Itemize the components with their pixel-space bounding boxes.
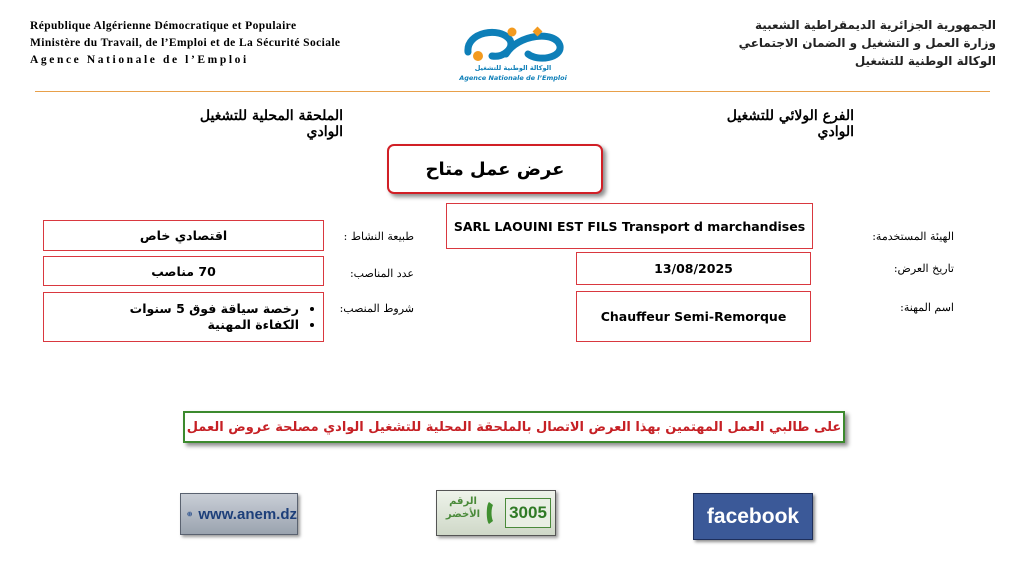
- anem-website-button[interactable]: [180, 493, 298, 535]
- green-number: 3005: [505, 498, 551, 528]
- green-number-button[interactable]: [436, 490, 556, 536]
- contact-notice: على طالبي العمل المهتمين بهذا العرض الاتصال بالملحقة المحلية للتشغيل الوادي مصلحة عروض العمل: [183, 411, 845, 443]
- positions-value: 70 مناصب: [43, 256, 324, 286]
- header-fr-line-2: Ministère du Travail, de l’Emploi et de La Sécurité Sociale: [30, 37, 341, 49]
- local-annex: الملحقة المحلية للتشغيل الوادي: [199, 108, 343, 140]
- header-ar-line-1: الجمهورية الجزائرية الديمقراطية الشعبية: [754, 18, 996, 32]
- condition-item: • رخصة سياقة فوق 5 سنوات: [130, 301, 299, 317]
- header-ar-line-3: الوكالة الوطنية للتشغيل: [854, 54, 996, 68]
- job-title-value: Chauffeur Semi-Remorque: [576, 291, 811, 342]
- activity-label: طبيعة النشاط :: [343, 230, 414, 243]
- website-text: www.anem.dz: [198, 505, 297, 523]
- activity-value: اقتصادي خاص: [43, 220, 324, 251]
- logo-french-caption: Agence Nationale de l’Emploi: [459, 74, 567, 82]
- phone-icon: [485, 499, 503, 527]
- condition-item: • الكفاءة المهنية: [130, 317, 299, 333]
- employer-value: SARL LAOUINI EST FILS Transport d marchandises: [446, 203, 813, 249]
- globe-icon: [187, 501, 192, 527]
- offer-date-label: تاريخ العرض:: [893, 262, 954, 275]
- header-fr-line-1: République Algérienne Démocratique et Populaire: [30, 20, 297, 32]
- conditions-label: شروط المنصب:: [339, 302, 414, 315]
- page-title: عرض عمل متاح: [387, 144, 603, 194]
- header-ar-line-2: وزارة العمل و التشغيل و الضمان الاجتماعي: [738, 36, 996, 50]
- facebook-text: facebook: [706, 504, 800, 528]
- header-french: [30, 18, 340, 69]
- regional-branch: الفرع الولائي للتشغيل الوادي: [726, 108, 854, 140]
- green-number-label-1: الرقم: [449, 496, 477, 507]
- positions-label: عدد المناصب:: [349, 267, 414, 280]
- header-arabic: [596, 16, 996, 70]
- green-number-caption: [443, 495, 483, 521]
- header-divider: [35, 91, 990, 92]
- conditions-box: [43, 292, 324, 342]
- offer-date-value: 13/08/2025: [576, 252, 811, 285]
- conditions-list: [130, 301, 323, 333]
- facebook-button[interactable]: [693, 493, 813, 540]
- green-number-label-2: الأخضر: [445, 509, 481, 520]
- employer-label: الهيئة المستخدمة:: [872, 230, 954, 243]
- job-title-label: اسم المهنة:: [900, 301, 954, 314]
- header-fr-line-3: Agence Nationale de l’Emploi: [30, 54, 249, 66]
- logo-arabic-caption: الوكالة الوطنية للتشغيل: [474, 64, 552, 72]
